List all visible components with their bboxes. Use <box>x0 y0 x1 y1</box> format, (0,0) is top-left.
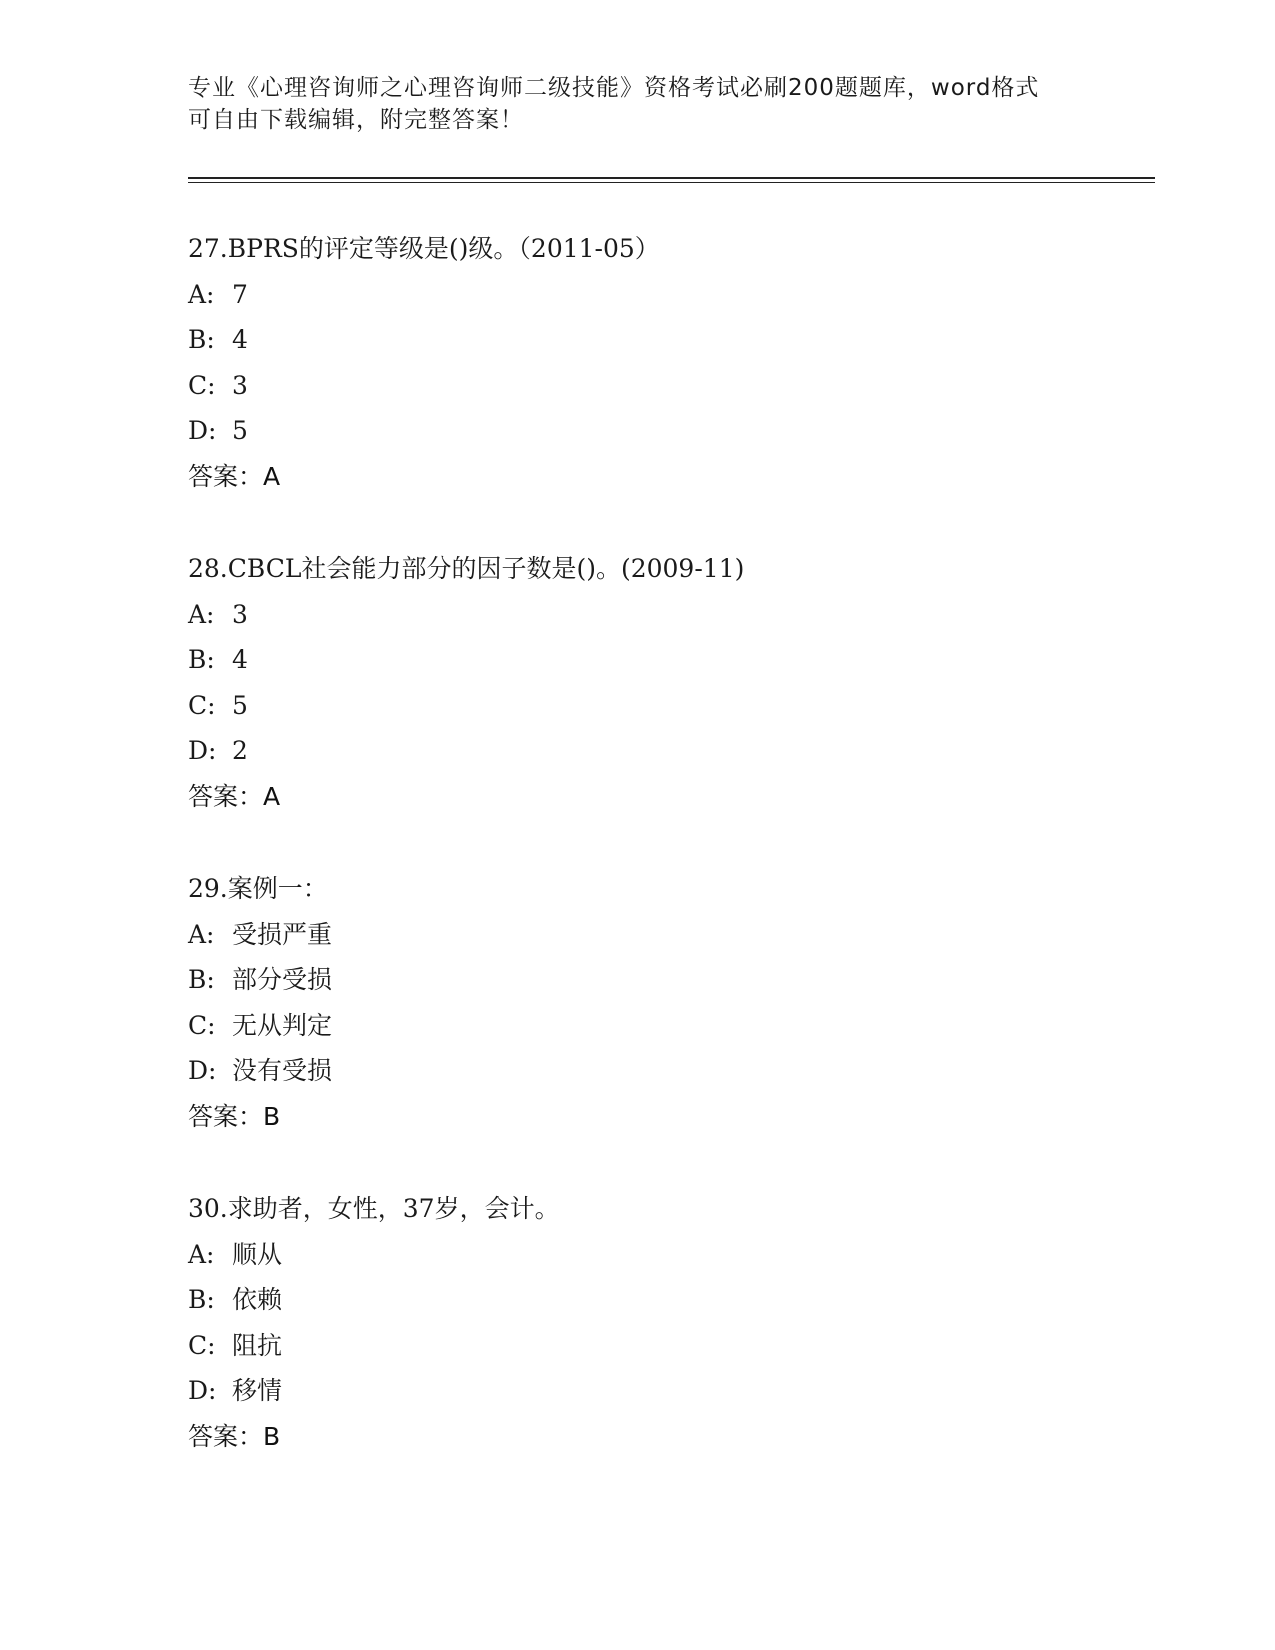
option-text: 4 <box>232 645 248 674</box>
option-c <box>188 1003 1148 1049</box>
option-letter: B: <box>188 965 215 994</box>
option-letter: D: <box>188 1376 217 1405</box>
question-27 <box>188 226 1148 499</box>
answer-line: 答案：A <box>188 781 281 811</box>
option-letter: C: <box>188 1330 216 1360</box>
option-text: 阻抗 <box>232 1330 283 1360</box>
option-text: 5 <box>232 416 248 445</box>
header-divider-thick <box>188 177 1155 179</box>
option-b <box>188 317 1148 363</box>
option-text: 7 <box>232 279 248 309</box>
option-a <box>188 1232 1148 1278</box>
option-c <box>188 363 1148 409</box>
question-stem: 27.BPRS的评定等级是()级。（2011-05） <box>188 234 660 263</box>
answer-line: 答案：B <box>188 1421 281 1451</box>
option-letter: A: <box>188 599 215 629</box>
question-stem: 30.求助者，女性，37岁，会计。 <box>188 1194 560 1223</box>
option-letter: B: <box>188 325 215 354</box>
option-text: 4 <box>232 325 248 354</box>
option-text: 3 <box>232 370 248 400</box>
option-a <box>188 912 1148 958</box>
question-stem: 29.案例一： <box>188 874 328 903</box>
answer-line: 答案：B <box>188 1101 281 1131</box>
option-b <box>188 637 1148 683</box>
option-text: 3 <box>232 599 248 629</box>
option-letter: C: <box>188 370 216 400</box>
option-text: 没有受损 <box>232 1056 333 1085</box>
question-30 <box>188 1186 1148 1459</box>
option-text: 2 <box>232 736 248 765</box>
option-text: 顺从 <box>232 1239 283 1269</box>
option-c <box>188 683 1148 729</box>
option-d <box>188 728 1148 774</box>
header-divider-thin <box>188 182 1155 183</box>
option-letter: A: <box>188 1239 215 1269</box>
option-d <box>188 1048 1148 1094</box>
option-d <box>188 408 1148 454</box>
option-a <box>188 272 1148 318</box>
option-a <box>188 592 1148 638</box>
option-text: 移情 <box>232 1376 283 1405</box>
option-b <box>188 1277 1148 1323</box>
answer-line: 答案：A <box>188 461 281 491</box>
option-letter: D: <box>188 416 217 445</box>
option-letter: C: <box>188 1010 216 1040</box>
option-letter: D: <box>188 736 217 765</box>
option-b <box>188 957 1148 1003</box>
option-letter: A: <box>188 279 215 309</box>
question-29 <box>188 866 1148 1139</box>
option-letter: D: <box>188 1056 217 1085</box>
header-line-2: 可自由下载编辑，附完整答案！ <box>188 107 524 133</box>
question-28 <box>188 546 1148 819</box>
option-text: 5 <box>232 690 248 720</box>
option-letter: B: <box>188 1285 215 1314</box>
option-letter: C: <box>188 690 216 720</box>
header-line-1: 专业《心理咨询师之心理咨询师二级技能》资格考试必刷200题题库，word格式 <box>188 75 1040 101</box>
question-stem: 28.CBCL社会能力部分的因子数是()。(2009-11) <box>188 554 745 583</box>
option-c <box>188 1323 1148 1369</box>
option-text: 受损严重 <box>232 919 333 949</box>
option-text: 无从判定 <box>232 1010 333 1040</box>
document-header <box>188 72 1088 136</box>
option-letter: B: <box>188 645 215 674</box>
option-text: 部分受损 <box>232 965 333 994</box>
option-text: 依赖 <box>232 1285 283 1314</box>
option-d <box>188 1368 1148 1414</box>
option-letter: A: <box>188 919 215 949</box>
